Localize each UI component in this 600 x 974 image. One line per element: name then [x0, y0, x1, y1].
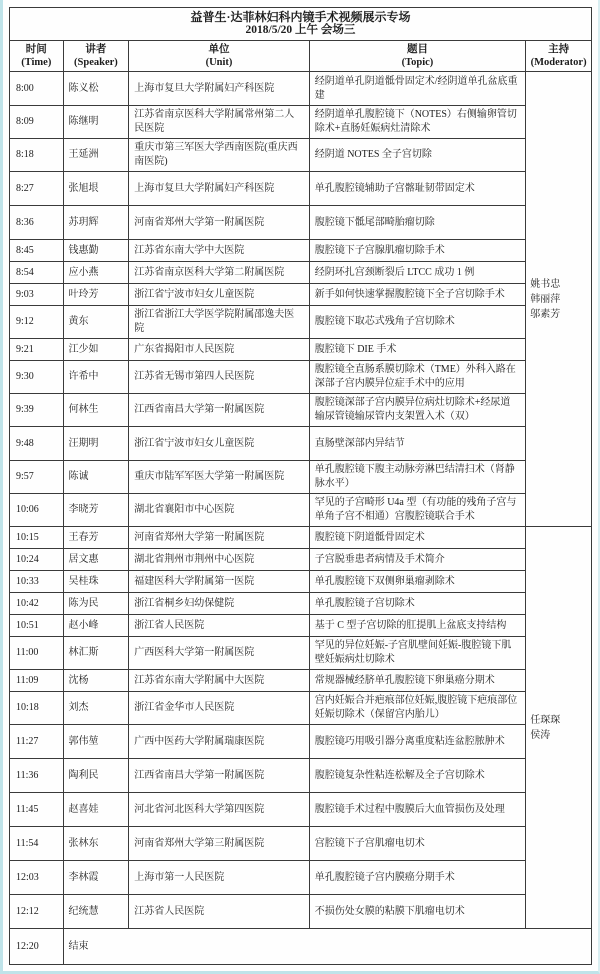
- moderator-name: 邬素芳: [530, 308, 561, 320]
- title-cell: [10, 8, 592, 41]
- speaker-cell: 叶玲芳: [63, 284, 129, 306]
- unit-cell: 江苏省人民医院: [129, 895, 309, 929]
- time-cell: 9:57: [10, 461, 64, 494]
- speaker-cell: 刘杰: [63, 692, 129, 725]
- speaker-cell: 王延洲: [63, 139, 129, 172]
- unit-cell: 江苏省无锡市第四人民医院: [129, 361, 309, 394]
- speaker-cell: 赵喜娃: [63, 793, 129, 827]
- topic-cell: 常规器械经脐单孔腹腔镜下卵巢癌分期术: [309, 670, 526, 692]
- unit-cell: 浙江省宁波市妇女儿童医院: [129, 284, 309, 306]
- unit-cell: 河南省郑州大学第一附属医院: [129, 206, 309, 240]
- topic-cell: 腹腔镜下骶尾部畸胎瘤切除: [309, 206, 526, 240]
- time-cell: 10:15: [10, 527, 64, 549]
- title-row: [10, 8, 592, 41]
- column-header-row: [10, 41, 592, 72]
- topic-cell: 子宫脱垂患者病情及手术简介: [309, 549, 526, 571]
- time-cell: 8:54: [10, 262, 64, 284]
- unit-cell: 浙江省浙江大学医学院附属邵逸夫医院: [129, 306, 309, 339]
- closing-row: [10, 929, 592, 965]
- unit-cell: 湖北省襄阳市中心医院: [129, 494, 309, 527]
- schedule-row: [10, 461, 592, 494]
- speaker-cell: 陈继明: [63, 106, 129, 139]
- speaker-cell: 陶利民: [63, 759, 129, 793]
- time-cell: 12:03: [10, 861, 64, 895]
- topic-cell: 不损伤处女膜的粘膜下肌瘤电切术: [309, 895, 526, 929]
- unit-cell: 浙江省桐乡妇幼保健院: [129, 593, 309, 615]
- speaker-cell: 王春芳: [63, 527, 129, 549]
- schedule-row: [10, 549, 592, 571]
- schedule-body: [10, 72, 592, 965]
- schedule-row: [10, 361, 592, 394]
- topic-cell: 腹腔镜下取芯式残角子宫切除术: [309, 306, 526, 339]
- speaker-cell: 何林生: [63, 394, 129, 427]
- schedule-row: [10, 637, 592, 670]
- schedule-row: [10, 494, 592, 527]
- topic-cell: 经阴环扎宫颈断裂后 LTCC 成功 1 例: [309, 262, 526, 284]
- time-cell: 12:20: [10, 929, 64, 965]
- unit-cell: 湖北省荆州市荆州中心医院: [129, 549, 309, 571]
- schedule-row: [10, 139, 592, 172]
- unit-cell: 福建医科大学附属第一医院: [129, 571, 309, 593]
- speaker-cell: 纪统慧: [63, 895, 129, 929]
- topic-cell: 经阴道单孔阴道骶骨固定术/经阴道单孔盆底重建: [309, 72, 526, 106]
- time-cell: 11:54: [10, 827, 64, 861]
- speaker-cell: 应小燕: [63, 262, 129, 284]
- speaker-cell: 陈为民: [63, 593, 129, 615]
- speaker-cell: 林汇斯: [63, 637, 129, 670]
- time-cell: 12:12: [10, 895, 64, 929]
- topic-cell: 单孔腹腔镜下双侧卵巢瘤剥除术: [309, 571, 526, 593]
- moderator-cell: [526, 527, 592, 929]
- moderator-name: 任琛琛: [530, 714, 561, 726]
- topic-cell: 单孔腹腔镜子宫内膜癌分期手术: [309, 861, 526, 895]
- time-cell: 8:00: [10, 72, 64, 106]
- topic-cell: 经阴道单孔腹腔镜下（NOTES）右侧输卵管切除术+直肠妊娠病灶清除术: [309, 106, 526, 139]
- time-cell: 8:09: [10, 106, 64, 139]
- topic-cell: 罕见的子宫畸形 U4a 型（有功能的残角子宫与单角子宫不相通）宫腹腔镜联合手术: [309, 494, 526, 527]
- schedule-row: [10, 895, 592, 929]
- session-info: 2018/5/20 上午 会场三: [245, 24, 356, 37]
- col-header-topic: 题目 (Topic): [309, 41, 526, 72]
- time-cell: 10:42: [10, 593, 64, 615]
- schedule-row: [10, 172, 592, 206]
- unit-cell: 广西中医药大学附属瑞康医院: [129, 725, 309, 759]
- time-cell: 9:39: [10, 394, 64, 427]
- unit-cell: 河南省郑州大学第三附属医院: [129, 827, 309, 861]
- moderator-cell: [526, 72, 592, 527]
- unit-cell: 河北省河北医科大学第四医院: [129, 793, 309, 827]
- unit-cell: 上海市第一人民医院: [129, 861, 309, 895]
- schedule-row: [10, 692, 592, 725]
- schedule-row: [10, 284, 592, 306]
- time-cell: 11:00: [10, 637, 64, 670]
- topic-cell: 腹腔镜深部子宫内膜异位病灶切除术+经尿道输尿管镜输尿管内支架置入术（双）: [309, 394, 526, 427]
- time-cell: 10:33: [10, 571, 64, 593]
- topic-cell: 单孔腹腔镜下腹主动脉旁淋巴结清扫术（肾静脉水平）: [309, 461, 526, 494]
- time-cell: 8:36: [10, 206, 64, 240]
- col-header-time: 时间 (Time): [10, 41, 64, 72]
- speaker-cell: 苏玥辉: [63, 206, 129, 240]
- time-cell: 8:18: [10, 139, 64, 172]
- time-cell: 11:27: [10, 725, 64, 759]
- time-cell: 10:06: [10, 494, 64, 527]
- unit-cell: 浙江省宁波市妇女儿童医院: [129, 427, 309, 461]
- topic-cell: 单孔腹腔镜子宫切除术: [309, 593, 526, 615]
- schedule-row: [10, 527, 592, 549]
- unit-cell: 河南省郑州大学第一附属医院: [129, 527, 309, 549]
- topic-cell: 单孔腹腔镜辅助子宫髂耻韧带固定术: [309, 172, 526, 206]
- unit-cell: 江苏省南京医科大学第二附属医院: [129, 262, 309, 284]
- schedule-row: [10, 615, 592, 637]
- unit-cell: 江苏省东南大学附属中大医院: [129, 670, 309, 692]
- speaker-cell: 黄东: [63, 306, 129, 339]
- unit-cell: 广西医科大学第一附属医院: [129, 637, 309, 670]
- time-cell: 8:27: [10, 172, 64, 206]
- schedule-row: [10, 206, 592, 240]
- speaker-cell: 钱惠勤: [63, 240, 129, 262]
- schedule-row: [10, 306, 592, 339]
- speaker-cell: 汪期明: [63, 427, 129, 461]
- moderator-name: 姚书忠: [530, 278, 561, 290]
- unit-cell: 江苏省东南大学中大医院: [129, 240, 309, 262]
- time-cell: 9:12: [10, 306, 64, 339]
- topic-cell: 腹腔镜巧用吸引器分离重度粘连盆腔脓肿术: [309, 725, 526, 759]
- schedule-row: [10, 106, 592, 139]
- time-cell: 9:03: [10, 284, 64, 306]
- unit-cell: 重庆市第三军医大学西南医院(重庆西南医院): [129, 139, 309, 172]
- schedule-row: [10, 571, 592, 593]
- topic-cell: 基于 C 型子宫切除的肛提肌上盆底支持结构: [309, 615, 526, 637]
- time-cell: 10:18: [10, 692, 64, 725]
- topic-cell: 经阴道 NOTES 全子宫切除: [309, 139, 526, 172]
- closing-label: 结束: [63, 929, 591, 965]
- unit-cell: 上海市复旦大学附属妇产科医院: [129, 72, 309, 106]
- unit-cell: 浙江省人民医院: [129, 615, 309, 637]
- schedule-row: [10, 793, 592, 827]
- topic-cell: 宫腔镜下子宫肌瘤电切术: [309, 827, 526, 861]
- topic-cell: 腹腔镜全直肠系膜切除术（TME）外科入路在深部子宫内膜异位症手术中的应用: [309, 361, 526, 394]
- moderator-name: 侯涛: [530, 729, 551, 741]
- topic-cell: 新手如何快速掌握腹腔镜下全子宫切除手术: [309, 284, 526, 306]
- time-cell: 11:09: [10, 670, 64, 692]
- topic-cell: 直肠壁深部内异结节: [309, 427, 526, 461]
- schedule-row: [10, 427, 592, 461]
- topic-cell: 腹腔镜下子宫腺肌瘤切除手术: [309, 240, 526, 262]
- speaker-cell: 张林东: [63, 827, 129, 861]
- topic-cell: 腹腔镜下阴道骶骨固定术: [309, 527, 526, 549]
- topic-cell: 腹腔镜下 DIE 手术: [309, 339, 526, 361]
- schedule-row: [10, 262, 592, 284]
- schedule-table: [9, 7, 592, 965]
- schedule-row: [10, 827, 592, 861]
- unit-cell: 江西省南昌大学第一附属医院: [129, 394, 309, 427]
- speaker-cell: 李晓芳: [63, 494, 129, 527]
- time-cell: 8:45: [10, 240, 64, 262]
- page-title: 益普生·达菲林妇科内镜手术视频展示专场: [190, 10, 411, 24]
- col-header-speaker: 讲者 (Speaker): [63, 41, 129, 72]
- speaker-cell: 居文惠: [63, 549, 129, 571]
- speaker-cell: 李林霞: [63, 861, 129, 895]
- topic-cell: 宫内妊娠合并疤痕部位妊娠,腹腔镜下疤痕部位妊娠切除术（保留宫内胎儿）: [309, 692, 526, 725]
- time-cell: 11:45: [10, 793, 64, 827]
- unit-cell: 重庆市陆军军医大学第一附属医院: [129, 461, 309, 494]
- topic-cell: 腹腔镜复杂性粘连松解及全子宫切除术: [309, 759, 526, 793]
- topic-cell: 腹腔镜手术过程中腹膜后大血管损伤及处理: [309, 793, 526, 827]
- time-cell: 9:48: [10, 427, 64, 461]
- unit-cell: 江苏省南京医科大学附属常州第二人民医院: [129, 106, 309, 139]
- col-header-moderator: 主持 (Moderator): [526, 41, 592, 72]
- time-cell: 9:30: [10, 361, 64, 394]
- speaker-cell: 陈义松: [63, 72, 129, 106]
- schedule-row: [10, 593, 592, 615]
- schedule-row: [10, 72, 592, 106]
- speaker-cell: 张旭垠: [63, 172, 129, 206]
- schedule-row: [10, 240, 592, 262]
- schedule-row: [10, 861, 592, 895]
- schedule-row: [10, 670, 592, 692]
- unit-cell: 广东省揭阳市人民医院: [129, 339, 309, 361]
- speaker-cell: 赵小峰: [63, 615, 129, 637]
- speaker-cell: 吴桂珠: [63, 571, 129, 593]
- topic-cell: 罕见的异位妊娠-子宫肌壁间妊娠-腹腔镜下肌壁妊娠病灶切除术: [309, 637, 526, 670]
- time-cell: 10:24: [10, 549, 64, 571]
- time-cell: 11:36: [10, 759, 64, 793]
- schedule-row: [10, 759, 592, 793]
- unit-cell: 上海市复旦大学附属妇产科医院: [129, 172, 309, 206]
- speaker-cell: 许希中: [63, 361, 129, 394]
- schedule-row: [10, 339, 592, 361]
- time-cell: 9:21: [10, 339, 64, 361]
- schedule-row: [10, 394, 592, 427]
- speaker-cell: 陈诚: [63, 461, 129, 494]
- time-cell: 10:51: [10, 615, 64, 637]
- speaker-cell: 郭伟堃: [63, 725, 129, 759]
- unit-cell: 浙江省金华市人民医院: [129, 692, 309, 725]
- moderator-name: 韩丽萍: [530, 293, 561, 305]
- col-header-unit: 单位 (Unit): [129, 41, 309, 72]
- speaker-cell: 江少如: [63, 339, 129, 361]
- unit-cell: 江西省南昌大学第一附属医院: [129, 759, 309, 793]
- schedule-row: [10, 725, 592, 759]
- speaker-cell: 沈杨: [63, 670, 129, 692]
